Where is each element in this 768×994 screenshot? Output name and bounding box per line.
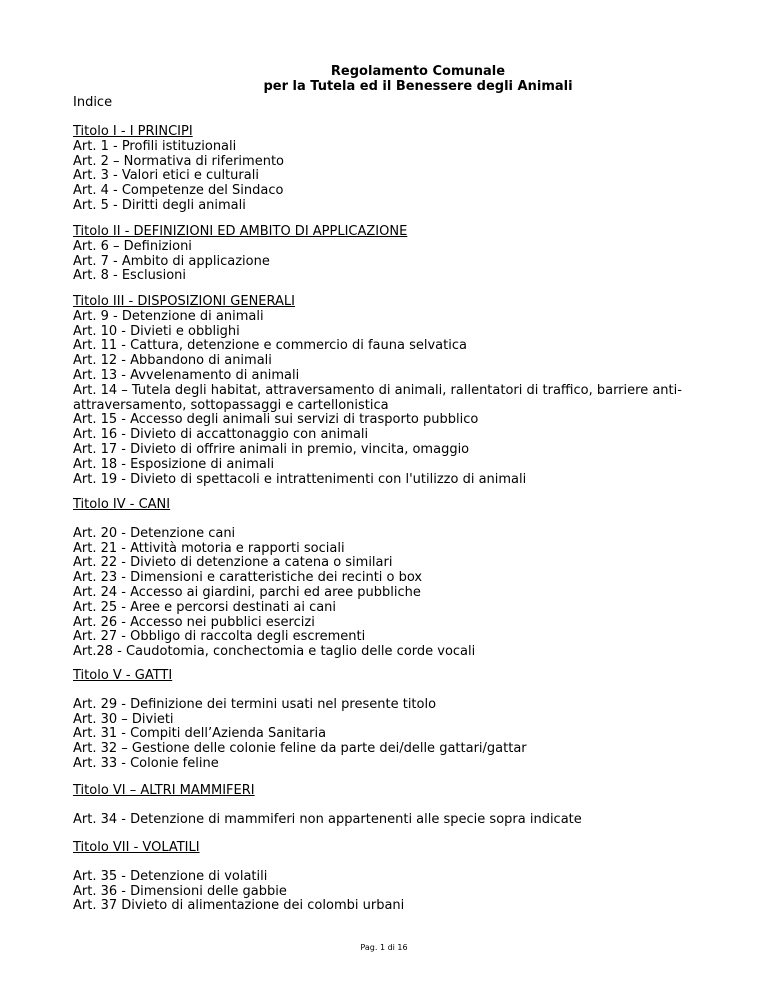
list-item: Art. 30 – Divieti: [73, 711, 174, 727]
list-item: Art. 8 - Esclusioni: [73, 268, 187, 284]
list-item: Art. 20 - Detenzione cani: [73, 525, 236, 541]
list-item: Art. 27 - Obbligo di raccolta degli escrementi: [73, 629, 366, 645]
section-titolo-7: [73, 841, 713, 914]
list-item: Art. 6 – Definizioni: [73, 238, 192, 254]
section-heading: Titolo VII - VOLATILI: [73, 840, 200, 855]
list-item: Art. 4 - Competenze del Sindaco: [73, 183, 284, 199]
title-line-1: Regolamento Comunale: [330, 64, 506, 79]
spacer: [73, 684, 713, 698]
list-item: Art. 5 - Diritti degli animali: [73, 197, 246, 213]
section-titolo-6: [73, 784, 713, 828]
list-item: Art. 1 - Profili istituzionali: [73, 138, 237, 154]
section-heading: Titolo IV - CANI: [73, 497, 171, 512]
spacer: [73, 513, 713, 527]
list-item: Art. 31 - Compiti dell’Azienda Sanitaria: [73, 726, 327, 742]
list-item: Art. 14 – Tutela degli habitat, attraversamento di animali, rallentatori di traffico, barriere anti-attraversamento, sottopassaggi e cartellonistica: [73, 382, 682, 413]
section-titolo-3: [73, 295, 713, 487]
section-titolo-5: [73, 669, 713, 772]
list-item: Art. 22 - Divieto di detenzione a catena o similari: [73, 555, 393, 571]
list-item: Art. 7 - Ambito di applicazione: [73, 253, 270, 269]
section-heading: Titolo VI – ALTRI MAMMIFERI: [73, 783, 255, 798]
list-item: Art. 37 Divieto di alimentazione dei colombi urbani: [73, 898, 405, 914]
page-number: Pag. 1 di 16: [360, 943, 408, 952]
list-item: Art. 12 - Abbandono di animali: [73, 353, 272, 369]
list-item: Art. 19 - Divieto di spettacoli e intrattenimenti con l'utilizzo di animali: [73, 471, 527, 487]
section-titolo-1: [73, 125, 713, 214]
title-line-2: per la Tutela ed il Benessere degli Animali: [263, 79, 573, 94]
list-item: Art. 26 - Accesso nei pubblici esercizi: [73, 614, 315, 630]
list-item: Art. 18 - Esposizione di animali: [73, 456, 275, 472]
list-item: Art. 23 - Dimensioni e caratteristiche dei recinti o box: [73, 570, 423, 586]
list-item: Art.28 - Caudotomia, conchectomia e taglio delle corde vocali: [73, 644, 476, 660]
section-titolo-2: [73, 225, 713, 284]
list-item: Art. 16 - Divieto di accattonaggio con animali: [73, 427, 369, 443]
list-item: Art. 25 - Aree e percorsi destinati ai cani: [73, 599, 337, 615]
list-item: Art. 17 - Divieto di offrire animali in premio, vincita, omaggio: [73, 441, 470, 457]
list-item: Art. 32 – Gestione delle colonie feline da parte dei/delle gattari/gattar: [73, 741, 527, 757]
section-heading: Titolo I - I PRINCIPI: [73, 124, 193, 139]
section-heading: Titolo V - GATTI: [73, 668, 173, 683]
list-item: Art. 21 - Attività motoria e rapporti sociali: [73, 540, 345, 556]
list-item: Art. 24 - Accesso ai giardini, parchi ed aree pubbliche: [73, 584, 421, 600]
list-item: Art. 13 - Avvelenamento di animali: [73, 367, 300, 383]
list-item: Art. 9 - Detenzione di animali: [73, 308, 264, 324]
list-item: Art. 2 – Normativa di riferimento: [73, 153, 284, 169]
list-item: Art. 33 - Colonie feline: [73, 755, 219, 771]
list-item: Art. 15 - Accesso degli animali sui servizi di trasporto pubblico: [73, 412, 479, 428]
section-heading: Titolo II - DEFINIZIONI ED AMBITO DI APPLICAZIONE: [73, 224, 408, 239]
section-titolo-4: [73, 498, 713, 660]
spacer: [73, 856, 713, 870]
list-item: Art. 35 - Detenzione di volatili: [73, 868, 268, 884]
list-item: Art. 11 - Cattura, detenzione e commercio di fauna selvatica: [73, 338, 467, 354]
index-label: Indice: [73, 95, 113, 110]
list-item: Art. 3 - Valori etici e culturali: [73, 168, 259, 184]
section-heading: Titolo III - DISPOSIZIONI GENERALI: [73, 294, 295, 309]
list-item: Art. 34 - Detenzione di mammiferi non appartenenti alle specie sopra indicate: [73, 811, 582, 827]
list-item: Art. 36 - Dimensioni delle gabbie: [73, 883, 287, 899]
list-item: Art. 10 - Divieti e obblighi: [73, 323, 240, 339]
list-item: Art. 29 - Definizione dei termini usati nel presente titolo: [73, 696, 437, 712]
spacer: [73, 799, 713, 813]
